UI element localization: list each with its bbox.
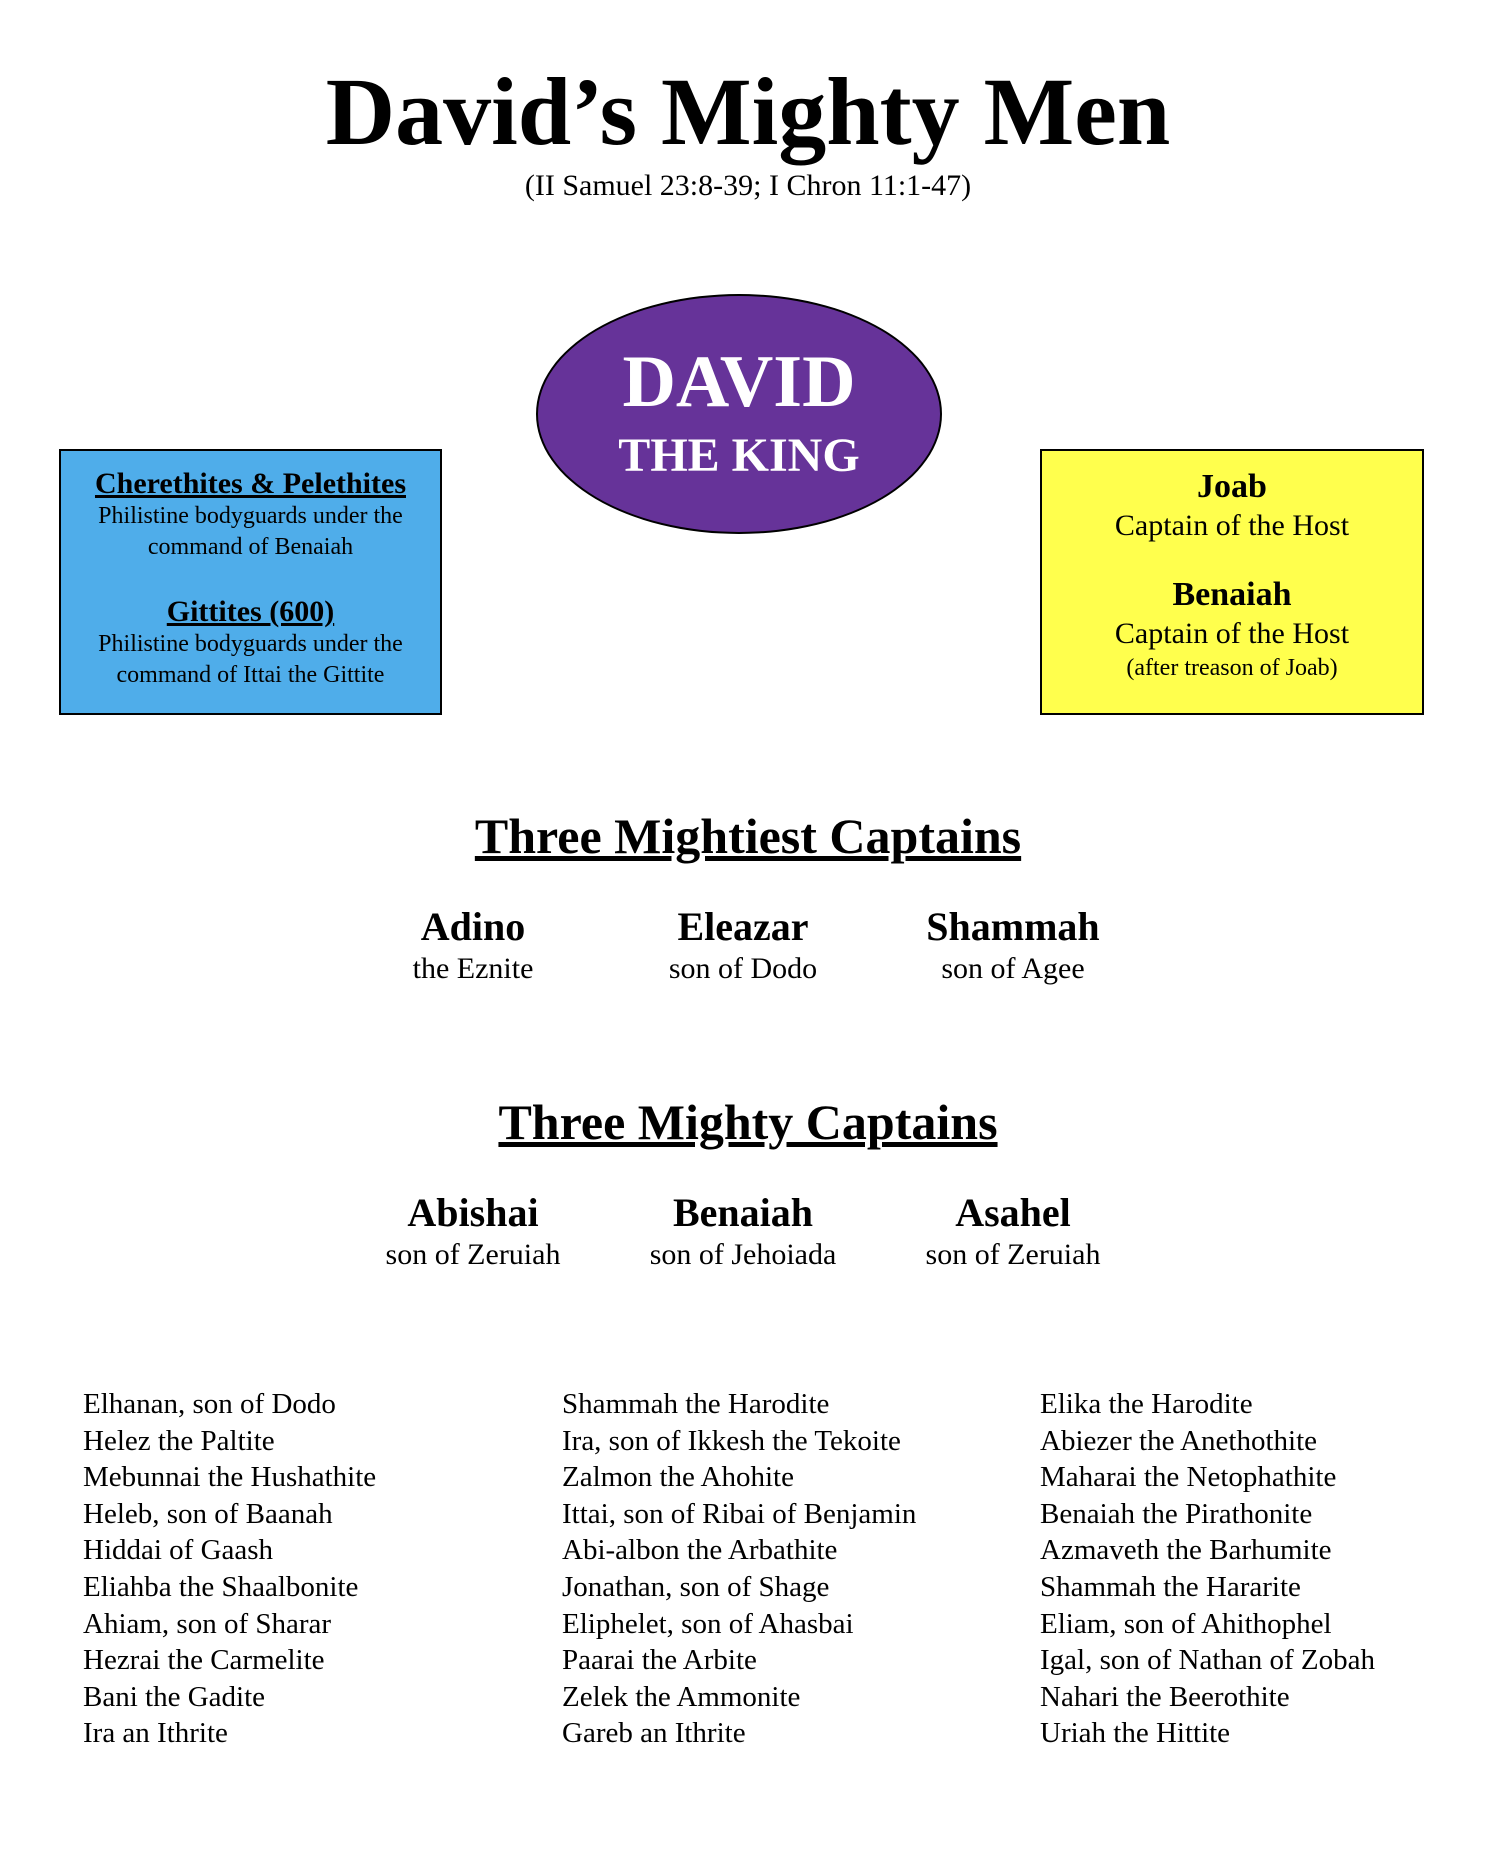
captain-name: Eleazar (677, 904, 809, 949)
captain-name: Benaiah (672, 1190, 814, 1235)
captain-description: son of Zeruiah (925, 1238, 1101, 1271)
captain-entry (873, 904, 1153, 988)
captain-role: Captain of the Host (1114, 617, 1350, 650)
roster-item: Paarai the Arbite (562, 1644, 757, 1677)
roster-item: Abi-albon the Arbathite (562, 1534, 838, 1567)
bodyguards-box (59, 449, 442, 715)
king-name: DAVID (622, 341, 856, 423)
roster-item: Uriah the Hittite (1040, 1717, 1231, 1750)
roster-item: Eliphelet, son of Ahasbai (562, 1607, 854, 1640)
roster-item: Zalmon the Ahohite (562, 1461, 794, 1494)
roster-item: Ira an Ithrite (83, 1717, 228, 1750)
roster-item: Elika the Harodite (1040, 1388, 1253, 1420)
captain-description: son of Agee (941, 952, 1085, 985)
roster-item: Hiddai of Gaash (83, 1534, 274, 1567)
roster-item: Gareb an Ithrite (562, 1717, 746, 1750)
roster-item: Nahari the Beerothite (1040, 1680, 1290, 1713)
page-title: David’s Mighty Men (325, 58, 1171, 165)
roster-item: Heleb, son of Baanah (83, 1497, 333, 1530)
king-oval (536, 294, 942, 534)
captain-role: Captain of the Host (1114, 509, 1350, 542)
roster-item: Zelek the Ammonite (562, 1680, 801, 1713)
captain-description: son of Jehoiada (649, 1238, 837, 1271)
king-title: THE KING (618, 429, 860, 482)
mighty-captains-heading: Three Mighty Captains (498, 1094, 998, 1150)
captain-name: Shammah (926, 904, 1100, 949)
captain-name: Adino (420, 904, 526, 949)
roster-item: Shammah the Harodite (562, 1388, 830, 1420)
roster-item: Hezrai the Carmelite (83, 1644, 325, 1677)
roster-item: Ahiam, son of Sharar (83, 1607, 332, 1640)
roster-column-3 (1040, 1386, 1496, 1752)
captain-name: Joab (1197, 468, 1267, 505)
captain-entry (333, 1190, 613, 1274)
bodyguard-group-description: command of Ittai the Gittite (116, 662, 385, 688)
roster-item: Mebunnai the Hushathite (83, 1461, 377, 1494)
captain-description: son of Zeruiah (385, 1238, 561, 1271)
roster-item: Helez the Paltite (83, 1424, 275, 1457)
roster-item: Benaiah the Pirathonite (1040, 1497, 1313, 1530)
captain-note: (after treason of Joab) (1126, 655, 1338, 681)
roster-item: Ittai, son of Ribai of Benjamin (562, 1497, 917, 1530)
captain-entry (603, 1190, 883, 1274)
roster-column-2 (562, 1386, 1042, 1752)
roster-item: Ira, son of Ikkesh the Tekoite (562, 1424, 901, 1457)
bodyguard-group-heading: Gittites (600) (166, 595, 335, 628)
roster-item: Eliahba the Shaalbonite (83, 1570, 359, 1603)
roster-item: Igal, son of Nathan of Zobah (1040, 1644, 1376, 1677)
captain-name: Abishai (407, 1190, 539, 1235)
scripture-reference: (II Samuel 23:8-39; I Chron 11:1-47) (524, 169, 972, 202)
roster-item: Bani the Gadite (83, 1680, 266, 1713)
captain-entry (333, 904, 613, 988)
host-captains-box (1040, 449, 1424, 715)
captain-description: the Eznite (412, 952, 534, 985)
roster-item: Elhanan, son of Dodo (83, 1388, 336, 1420)
roster-column-1 (83, 1386, 563, 1752)
roster-item: Maharai the Netophathite (1040, 1461, 1337, 1494)
bodyguard-group-description: command of Benaiah (147, 534, 354, 560)
bodyguard-group-description: Philistine bodyguards under the (98, 503, 403, 529)
captain-description: son of Dodo (668, 952, 818, 985)
bodyguard-group-description: Philistine bodyguards under the (98, 631, 403, 657)
roster-item: Jonathan, son of Shage (562, 1570, 830, 1603)
mightiest-captains-heading: Three Mightiest Captains (474, 808, 1022, 864)
bodyguard-group-heading: Cherethites & Pelethites (94, 467, 406, 500)
captain-name: Benaiah (1172, 576, 1292, 613)
roster-item: Azmaveth the Barhumite (1040, 1534, 1332, 1567)
captain-entry (603, 904, 883, 988)
captain-name: Asahel (955, 1190, 1071, 1235)
roster-item: Eliam, son of Ahithophel (1040, 1607, 1332, 1640)
roster-item: Shammah the Hararite (1040, 1570, 1301, 1603)
roster-item: Abiezer the Anethothite (1040, 1424, 1318, 1457)
captain-entry (873, 1190, 1153, 1274)
